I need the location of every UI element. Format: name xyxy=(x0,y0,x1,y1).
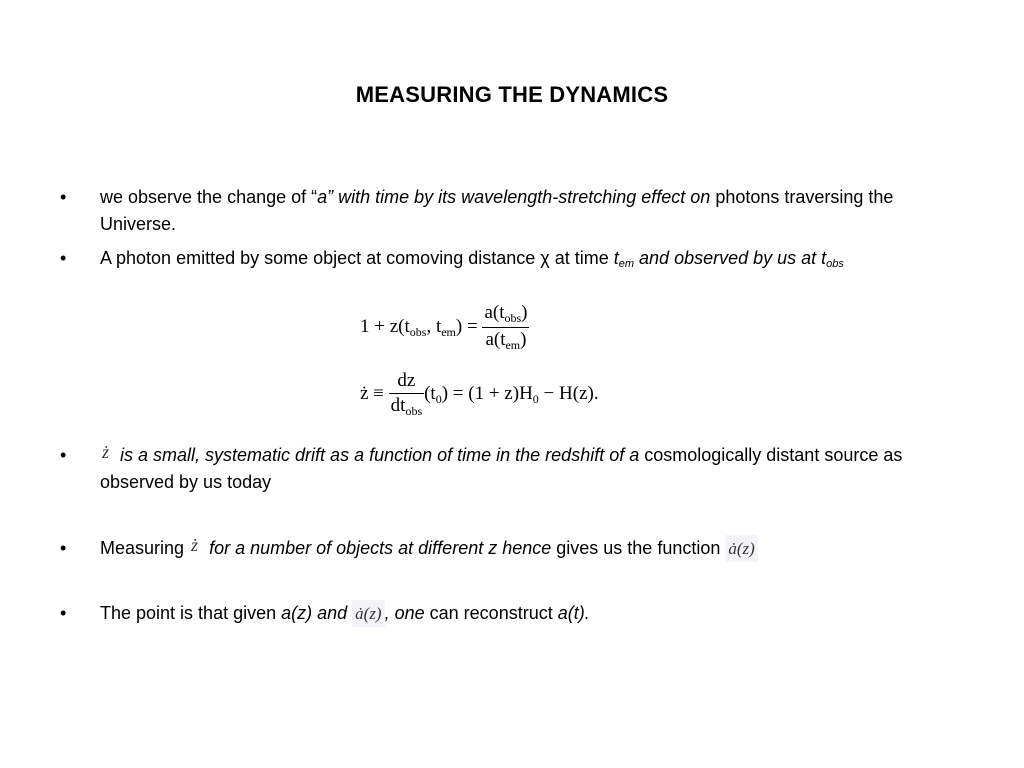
bullet-5-seg1: The point is that given xyxy=(100,603,282,623)
eq2-denominator xyxy=(389,394,424,419)
eq2-rhs-sub: 0 xyxy=(435,391,442,406)
bullet-5-seg2: a(z) and xyxy=(281,603,353,623)
bullet-2-sub1: em xyxy=(618,258,635,270)
bullet-3-text xyxy=(100,442,960,496)
bullet-4-seg2: for a number of objects at different z hence xyxy=(204,538,552,558)
eq1-den-sub: em xyxy=(505,338,521,352)
zdot-symbol-image: ż xyxy=(191,535,199,555)
eq1-den-end: ) xyxy=(520,329,527,350)
eq2-lhs: ż ≡ xyxy=(360,382,384,404)
slide-title: MEASURING THE DYNAMICS xyxy=(355,82,669,107)
bullet-marker: • xyxy=(60,187,67,207)
eq1-lhs-mid: , t xyxy=(426,315,442,337)
eq2-numerator: dz xyxy=(389,370,424,394)
eq2-den-text: dt xyxy=(390,395,406,416)
bullet-2-text xyxy=(100,245,960,278)
eq1-num-end: ) xyxy=(521,302,528,323)
bullet-3-seg2: cosmologically distant source as observed by us today xyxy=(100,445,903,492)
bullet-2-t2: t xyxy=(821,248,827,268)
bullet-5-seg3: , one xyxy=(384,603,425,623)
eq1-lhs-end: ) = xyxy=(455,315,478,337)
eq1-denominator xyxy=(482,328,529,353)
eq1-numerator xyxy=(482,302,529,328)
bullet-4-seg3: gives us the function xyxy=(551,538,726,558)
bullet-4-text xyxy=(100,535,960,562)
bullet-2-seg2: and observed by us at xyxy=(634,248,822,268)
eq2-rhs: (t xyxy=(424,382,436,404)
eq1-lhs: 1 + z(t xyxy=(360,315,410,337)
bullet-marker: • xyxy=(60,248,67,268)
bullet-marker: • xyxy=(60,538,67,558)
bullet-3-seg1: is a small, systematic drift as a function of time in the redshift of a xyxy=(115,445,640,465)
bullet-2-seg1: A photon emitted by some object at comoving distance χ at time xyxy=(100,248,614,268)
eq1-sub-em: em xyxy=(441,324,456,339)
bullet-1-seg3: photons traversing the Universe. xyxy=(100,187,894,234)
eq2-rhs-end: ) = (1 + z)H xyxy=(441,382,533,404)
eq2-h-sub: 0 xyxy=(532,391,539,406)
eq2-den-sub: obs xyxy=(405,404,423,418)
bullet-5-seg5: a(t). xyxy=(557,603,590,623)
bullet-2-sub2: obs xyxy=(826,258,844,270)
adot-z-function-image: ȧ(z) xyxy=(352,600,384,627)
bullet-2-t1: t xyxy=(613,248,619,268)
zdot-symbol-image: ż xyxy=(102,442,110,462)
bullet-marker: • xyxy=(60,603,67,623)
bullet-5-seg4: can reconstruct xyxy=(424,603,558,623)
equation-redshift-drift xyxy=(360,370,599,419)
bullet-1-text xyxy=(100,184,960,238)
bullet-1-seg2: a” with time by its wavelength-stretching effect on xyxy=(317,187,711,207)
eq1-sub-obs: obs xyxy=(409,324,427,339)
bullet-5-text xyxy=(100,600,960,627)
bullet-1-seg1: we observe the change of “ xyxy=(100,187,318,207)
eq1-den-text: a(t xyxy=(485,329,506,350)
equation-redshift xyxy=(360,302,529,353)
eq1-num-sub: obs xyxy=(504,311,522,325)
eq2-fraction xyxy=(389,370,424,419)
eq1-fraction xyxy=(482,302,529,353)
adot-z-function-image: ȧ(z) xyxy=(725,535,757,562)
bullet-marker: • xyxy=(60,445,67,465)
eq2-tail: − H(z). xyxy=(538,382,599,404)
bullet-4-seg1: Measuring xyxy=(100,538,190,558)
eq1-num-text: a(t xyxy=(484,302,505,323)
